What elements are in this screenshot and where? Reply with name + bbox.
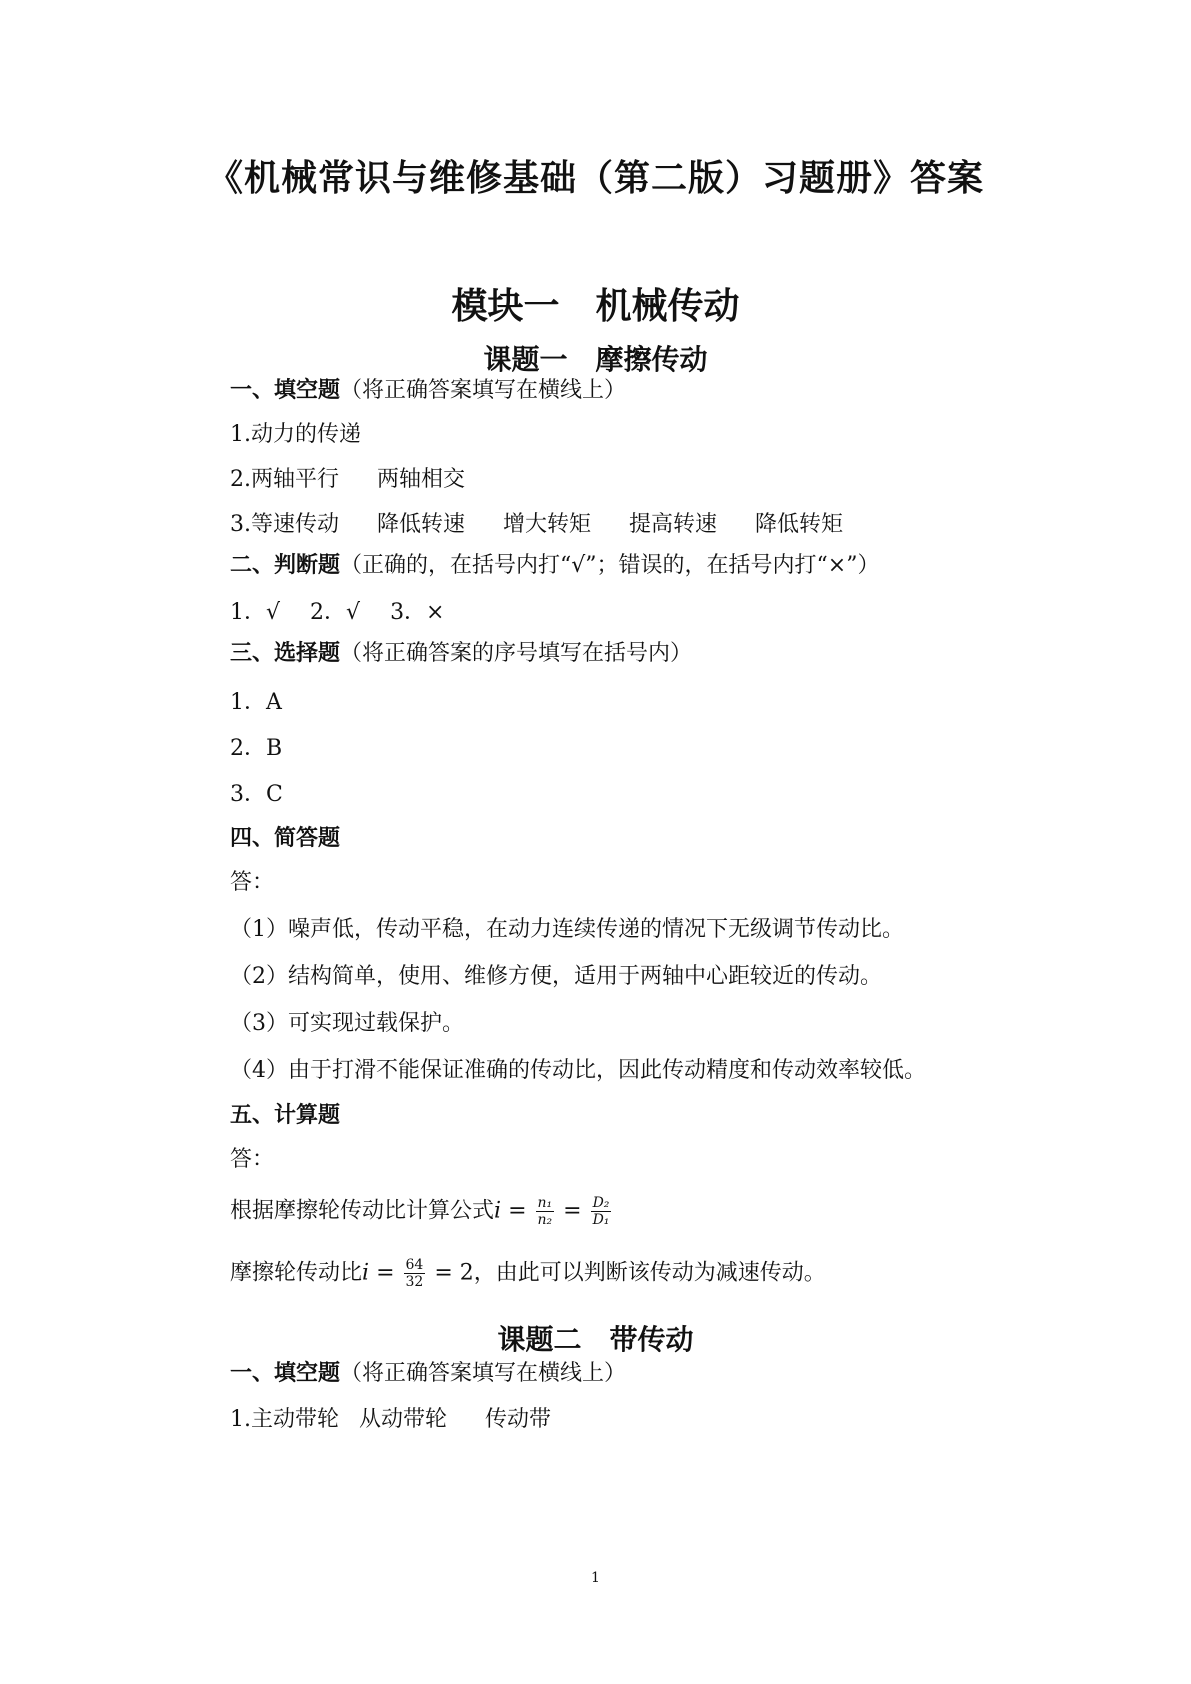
lesson-title-2: 课题二 带传动 (497, 1323, 694, 1356)
ratio-value: = 2 (434, 1260, 474, 1286)
calc-answer-label: 答： (230, 1147, 275, 1172)
diameter-fraction (591, 1195, 612, 1228)
answer-item: 提高转速 (629, 512, 718, 537)
short-answer-item-3: （3）可实现过载保护。 (230, 1011, 464, 1036)
choice-answer-3: 3．C (230, 782, 283, 807)
section-note: （将正确答案的序号填写在括号内） (340, 641, 693, 666)
answer-item: 3.等速传动 (230, 512, 339, 537)
answer-item: 2．√ (310, 600, 361, 625)
calc-formula-line (230, 1195, 613, 1228)
equals-sign: = (376, 1260, 395, 1286)
ratio-symbol: i (362, 1260, 370, 1286)
lesson-title-1: 课题一 摩擦传动 (483, 343, 708, 376)
answer-item: 增大转矩 (503, 512, 592, 537)
answer-item: 1．√ (230, 600, 281, 625)
equals-sign: = (563, 1198, 582, 1224)
fraction-numerator: n₁ (537, 1195, 553, 1211)
ratio-fraction (404, 1257, 426, 1290)
formula-text: 根据摩擦轮传动比计算公式 (230, 1198, 495, 1224)
section-head: 二、判断题 (230, 552, 341, 578)
equals-sign: = (508, 1198, 527, 1224)
fraction-numerator: D₂ (592, 1195, 610, 1211)
judge-section-heading (230, 550, 879, 581)
fill-section-heading-2 (230, 1358, 626, 1389)
fraction-numerator: 64 (405, 1257, 424, 1273)
answer-item: 2.两轴平行 (230, 467, 339, 492)
answer-item: 1.主动带轮 (230, 1407, 339, 1432)
answer-item: 降低转矩 (755, 512, 844, 537)
short-answer-label: 答： (230, 870, 275, 895)
section-head: 一、填空题 (230, 1360, 341, 1386)
answer-item: 3．× (390, 600, 445, 625)
section-note: （将正确答案填写在横线上） (340, 378, 627, 403)
ratio-symbol: i (494, 1198, 502, 1224)
answer-item: 从动带轮 (359, 1407, 448, 1432)
document-title: 《机械常识与维修基础（第二版）习题册》答案 (206, 157, 984, 199)
fraction-denominator: D₁ (592, 1212, 610, 1228)
short-section-heading: 四、简答题 (230, 825, 341, 851)
section-head: 三、选择题 (230, 640, 341, 666)
choice-section-heading (230, 638, 692, 669)
calc-section-heading: 五、计算题 (230, 1102, 341, 1128)
section-note: （将正确答案填写在横线上） (340, 1361, 627, 1386)
result-tail: ，由此可以判断该传动为减速传动。 (473, 1260, 826, 1286)
fraction-denominator: 32 (405, 1274, 424, 1290)
short-answer-item-2: （2）结构简单，使用、维修方便，适用于两轴中心距较近的传动。 (230, 964, 882, 989)
short-answer-item-1: （1）噪声低，传动平稳，在动力连续传递的情况下无级调节传动比。 (230, 917, 904, 942)
result-text: 摩擦轮传动比 (230, 1260, 363, 1286)
fill-answer-1: 1.动力的传递 (230, 422, 361, 447)
short-answer-item-4: （4）由于打滑不能保证准确的传动比，因此传动精度和传动效率较低。 (230, 1058, 926, 1083)
speed-fraction (536, 1195, 555, 1228)
choice-answer-1: 1．A (230, 690, 282, 715)
choice-answer-2: 2．B (230, 736, 283, 761)
module-title: 模块一 机械传动 (451, 285, 740, 327)
page-number: 1 (591, 1570, 600, 1586)
section-head: 一、填空题 (230, 377, 341, 403)
answer-item: 传动带 (485, 1407, 552, 1432)
fraction-denominator: n₂ (537, 1212, 553, 1228)
calc-result-line (230, 1257, 826, 1290)
fill-answer-1-lesson2 (230, 1405, 551, 1435)
fill-answer-2 (230, 465, 465, 495)
judge-answers (230, 598, 445, 628)
answer-item: 两轴相交 (377, 467, 466, 492)
section-note: （正确的，在括号内打“√”；错误的，在括号内打“×”） (340, 553, 880, 578)
fill-answer-3 (230, 510, 843, 540)
answer-item: 降低转速 (377, 512, 466, 537)
fill-section-heading (230, 375, 626, 406)
